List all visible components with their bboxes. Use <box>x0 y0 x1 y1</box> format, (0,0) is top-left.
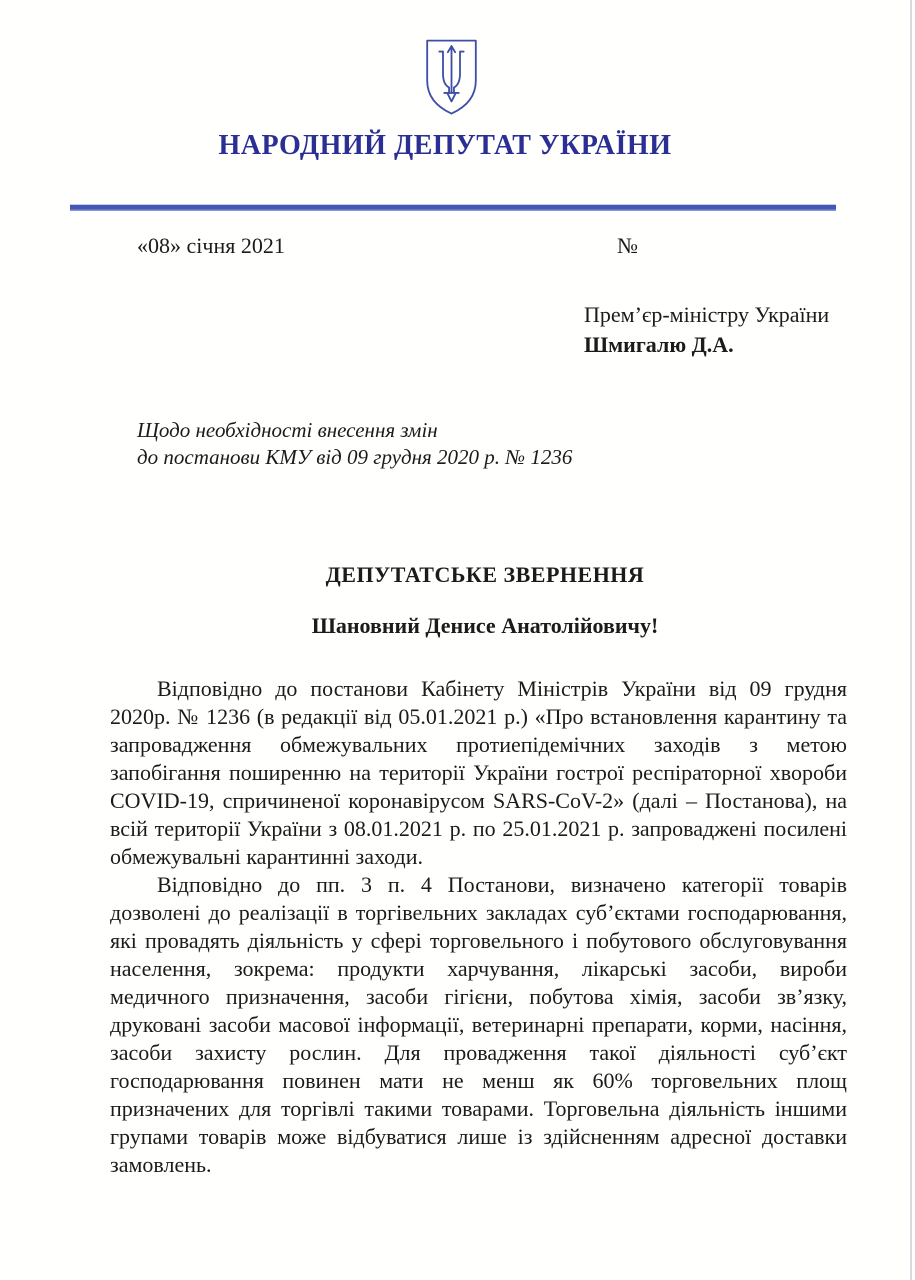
subject-line-2: до постанови КМУ від 09 грудня 2020 р. № 1236 <box>137 445 573 469</box>
page-edge-line <box>910 0 912 1280</box>
document-body <box>110 675 847 1179</box>
document-heading: ДЕПУТАТСЬКЕ ЗВЕРНЕННЯ <box>325 562 645 587</box>
salutation: Шановний Денисе Анатолійовичу! <box>311 613 659 638</box>
tryzub-icon <box>421 37 482 116</box>
subject-block <box>137 417 572 471</box>
addressee-title: Прем’єр-міністру України <box>584 302 830 327</box>
letterhead-rule <box>70 204 836 211</box>
document-date: «08» січня 2021 <box>137 233 285 258</box>
body-paragraph: Відповідно до пп. 3 п. 4 Постанови, визначено категорії товарів дозволені до реалізації в торгівельних закладах суб’єктами господарювання, які провадять діяльність у сфері торговельного і побутового обслуговування населення, зокрема: продукти харчування, лікарські засоби, вироби медичного призначення, засоби гігієни, побутова хімія, засоби зв’язку, друковані засоби масової інформації, ветеринарні препарати, корми, насіння, засоби захисту рослин. Для провадження такої діяльності суб’єкт господарювання повинен мати не менш як 60% торговельних площ призначених для торгівлі такими товарами. Торговельна діяльність іншими групами товарів може відбуватися лише із здійсненням адресної доставки замовлень. <box>110 872 847 1177</box>
addressee-name: Шмигалю Д.А. <box>584 332 734 357</box>
addressee-block <box>584 300 829 360</box>
org-title: НАРОДНИЙ ДЕПУТАТ УКРАЇНИ <box>218 130 672 161</box>
body-paragraph: Відповідно до постанови Кабінету Міністрів України від 09 грудня 2020р. № 1236 (в редакції від 05.01.2021 р.) «Про встановлення карантину та запровадження обмежувальних протиепідемічних заходів з метою запобігання поширенню на території України гострої респіраторної хвороби COVID-19, спричиненої коронавірусом SARS-CoV-2» (далі – Постанова), на всій території України з 08.01.2021 р. по 25.01.2021 р. запроваджені посилені обмежувальні карантинні заходи. <box>110 676 847 869</box>
document-number-label: № <box>617 233 638 258</box>
subject-line-1: Щодо необхідності внесення змін <box>137 418 438 442</box>
